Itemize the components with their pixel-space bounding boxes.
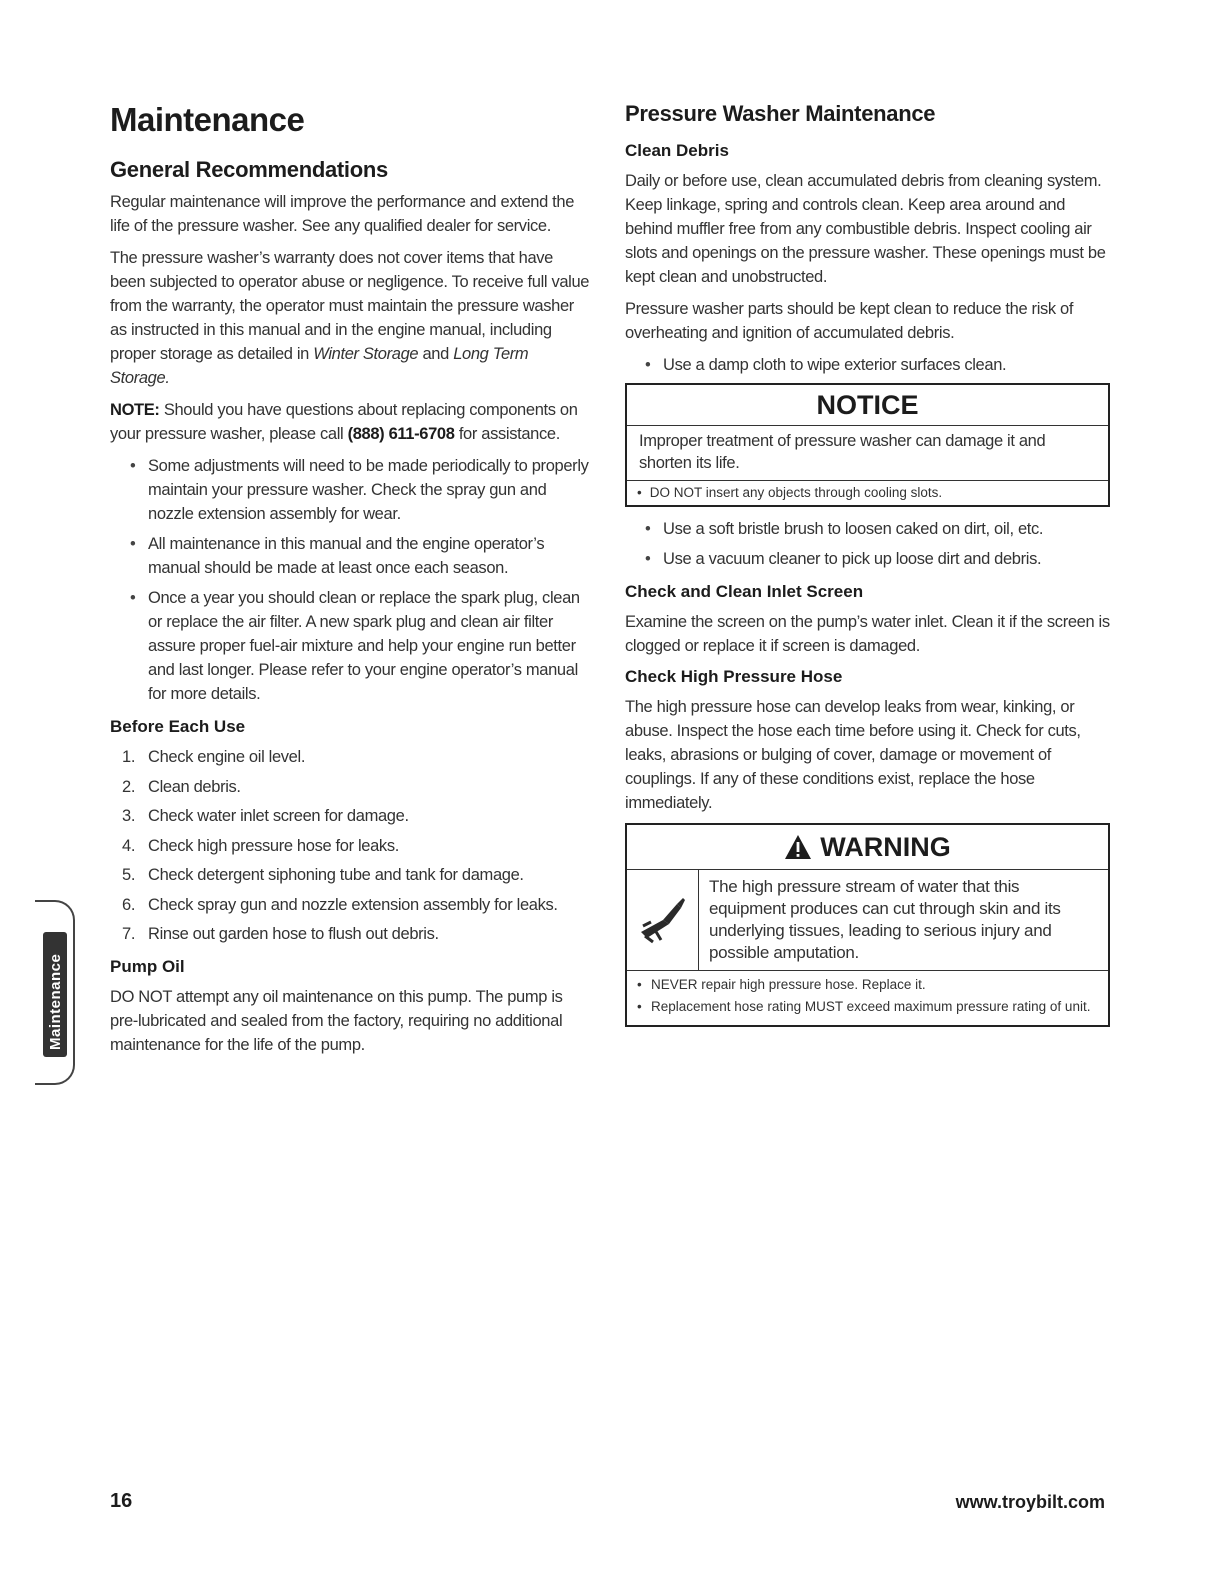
- page-title: Maintenance: [110, 101, 305, 138]
- clean-debris-list: [643, 353, 1110, 377]
- pump-oil-paragraph: DO NOT attempt any oil maintenance on this pump. The pump is pre-lubricated and sealed from the factory, requiring no additional maintenance for the life of the pump.: [110, 988, 563, 1054]
- list-item: • Use a damp cloth to wipe exterior surfaces clean.: [643, 353, 1110, 377]
- warning-list: [627, 971, 1108, 1025]
- warranty-paragraph: The pressure washer’s warranty does not cover items that have been subjected to operator abuse or negligence. To receive full value from the warranty, the operator must maintain the pressure washer as instructed in this manual and in the engine manual, including proper storage as detailed in Winter Storage and Long Term Storage.: [110, 249, 590, 387]
- list-item: 4. Check high pressure hose for leaks.: [122, 836, 399, 855]
- side-tab-label: Maintenance: [47, 953, 64, 1050]
- list-item: 2. Clean debris.: [122, 777, 241, 796]
- warning-title: WARNING: [627, 825, 1108, 870]
- list-item: 3. Check water inlet screen for damage.: [122, 807, 409, 825]
- list-item: 1. Check engine oil level.: [122, 748, 306, 766]
- warning-triangle-icon: [784, 834, 812, 860]
- side-tab-label-background: [43, 932, 67, 1057]
- pump-oil-heading: Pump Oil: [110, 957, 185, 976]
- list-item: • Use a soft bristle brush to loosen caked on dirt, oil, etc.: [643, 517, 1110, 541]
- list-item: • Use a vacuum cleaner to pick up loose dirt and debris.: [643, 547, 1110, 571]
- note-paragraph: NOTE: Should you have questions about replacing components on your pressure washer, please call (888) 611-6708 for assistance.: [110, 401, 578, 443]
- warning-content: [627, 870, 1108, 971]
- bullet-icon: •: [637, 485, 642, 500]
- list-item: • Replacement hose rating MUST exceed maximum pressure rating of unit.: [635, 997, 1100, 1016]
- cleaning-tips-list: [643, 517, 1110, 571]
- list-item: • NEVER repair high pressure hose. Replace it.: [635, 975, 1100, 994]
- before-each-use-list: [122, 745, 590, 946]
- warning-text: The high pressure stream of water that this equipment produces can cut through skin and its underlying tissues, leading to serious injury and possible amputation.: [709, 877, 1061, 962]
- warning-box: [625, 823, 1110, 1027]
- before-each-use-heading: Before Each Use: [110, 717, 246, 736]
- inlet-screen-paragraph: Examine the screen on the pump’s water inlet. Clean it if the screen is clogged or replace it if screen is damaged.: [625, 613, 1110, 655]
- general-recommendations-heading: General Recommendations: [110, 157, 388, 182]
- footer-website: www.troybilt.com: [955, 1492, 1105, 1512]
- list-item: • Once a year you should clean or replace the spark plug, clean or replace the air filter. A new spark plug and clean air filter assure proper fuel-air mixture and help your engine run better and last longer. Please refer to your engine operator’s manual for more details.: [128, 586, 590, 706]
- section-side-tab: [35, 900, 75, 1085]
- high-pressure-hose-paragraph: The high pressure hose can develop leaks from wear, kinking, or abuse. Inspect the hose each time before using it. Check for cuts, leaks, abrasions or bulging of cover, damage or movement of couplings. If any of these conditions exist, replace the hose immediately.: [625, 698, 1081, 812]
- support-phone: (888) 611-6708: [347, 425, 455, 443]
- injection-hazard-icon: [627, 870, 699, 970]
- list-item: 5. Check detergent siphoning tube and tank for damage.: [122, 866, 524, 884]
- notice-body: Improper treatment of pressure washer can damage it and shorten its life.: [627, 426, 1108, 481]
- clean-debris-heading: Clean Debris: [625, 141, 729, 160]
- recommendation-list: [128, 454, 590, 706]
- list-item: 7. Rinse out garden hose to flush out debris.: [122, 925, 439, 943]
- list-item: • All maintenance in this manual and the engine operator’s manual should be made at least once each season.: [128, 532, 590, 580]
- right-column: [625, 100, 1110, 1037]
- high-pressure-hose-heading: Check High Pressure Hose: [625, 667, 843, 686]
- page-number: 16: [110, 1490, 133, 1512]
- list-item: • Some adjustments will need to be made periodically to properly maintain your pressure washer. Check the spray gun and nozzle extension assembly for wear.: [128, 454, 590, 526]
- clean-debris-paragraph-1: Daily or before use, clean accumulated debris from cleaning system. Keep linkage, spring and controls clean. Keep area around and behind muffler free from any combustible debris. Inspect cooling air slots and openings on the pressure washer. These openings must be kept clean and unobstructed.: [625, 172, 1106, 286]
- inlet-screen-heading: Check and Clean Inlet Screen: [625, 582, 864, 601]
- pressure-washer-maintenance-heading: Pressure Washer Maintenance: [625, 101, 936, 126]
- notice-box: [625, 383, 1110, 507]
- general-paragraph-1: Regular maintenance will improve the performance and extend the life of the pressure washer. See any qualified dealer for service.: [110, 193, 575, 235]
- left-column: [110, 100, 590, 1065]
- notice-title: NOTICE: [627, 385, 1108, 426]
- clean-debris-paragraph-2: Pressure washer parts should be kept clean to reduce the risk of overheating and ignition of accumulated debris.: [625, 300, 1074, 342]
- list-item: 6. Check spray gun and nozzle extension assembly for leaks.: [122, 895, 558, 914]
- notice-footnote: • DO NOT insert any objects through cooling slots.: [637, 485, 943, 500]
